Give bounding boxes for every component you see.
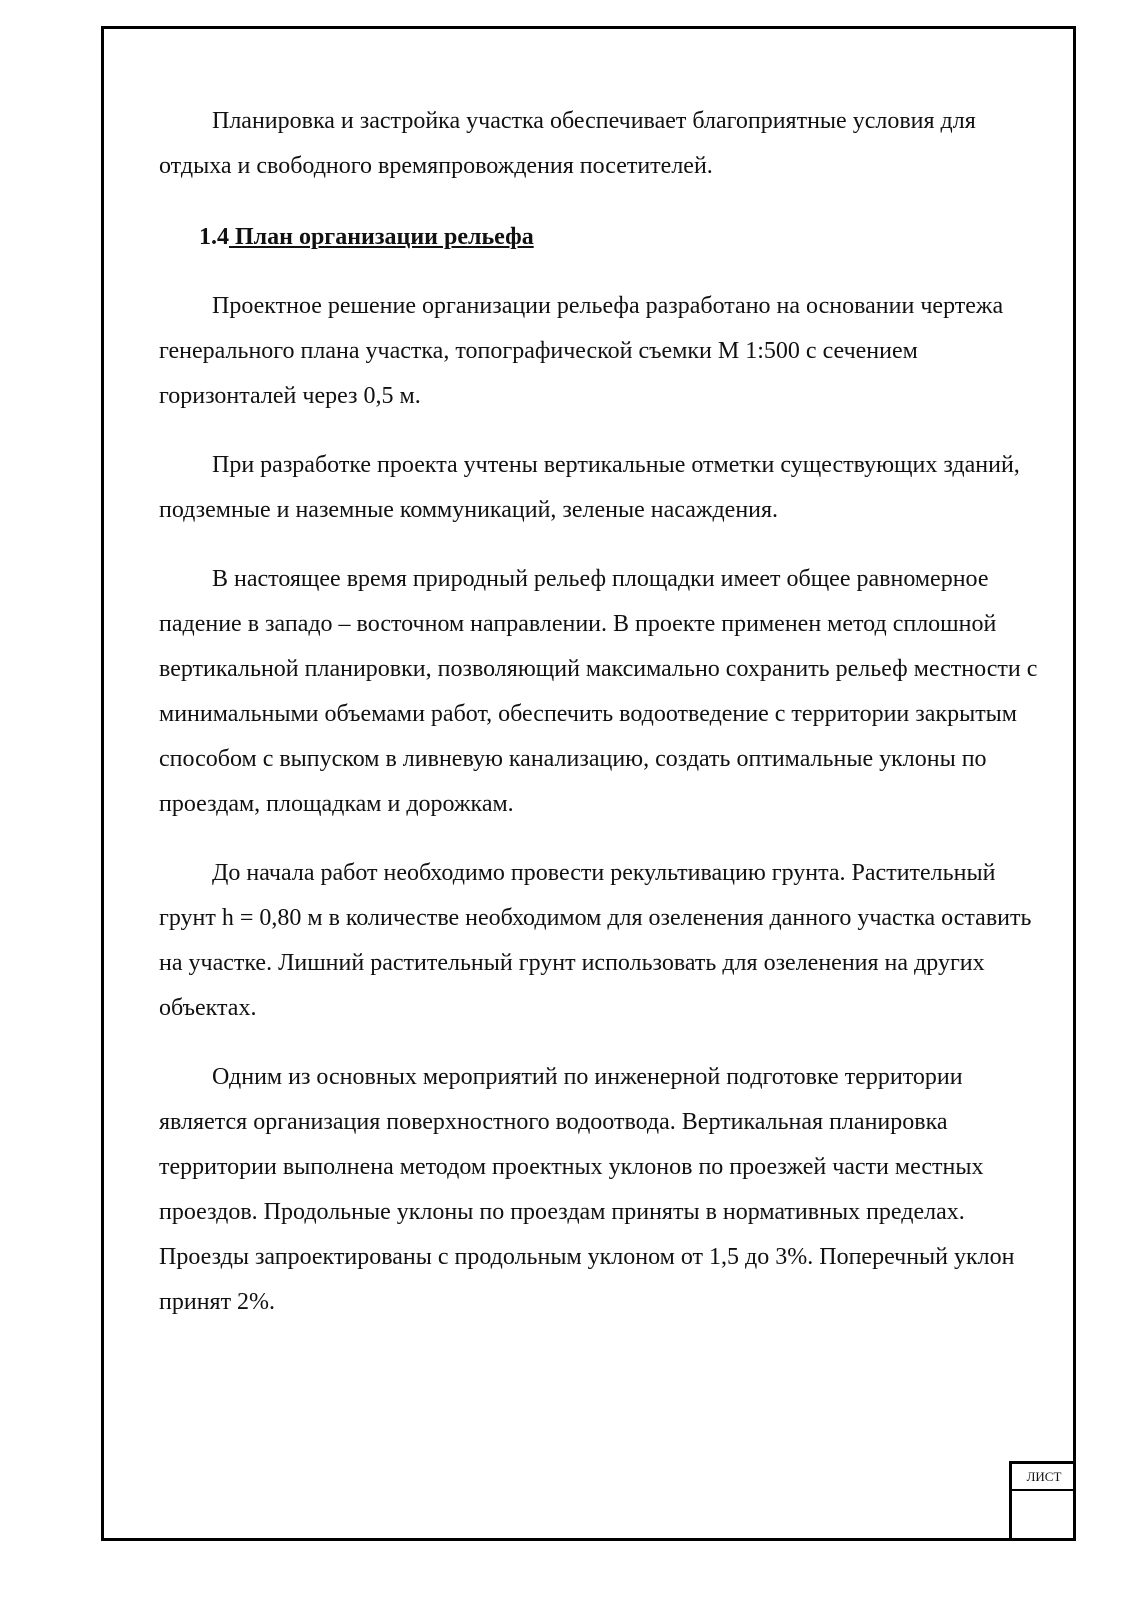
paragraph-design-solution: Проектное решение организации рельефа разработано на основании чертежа генерального плана участка, топографической съемки М 1:500 с сечением горизонталей через 0,5 м. <box>159 293 1004 409</box>
paragraph-vertical-marks: При разработке проекта учтены вертикальные отметки существующих зданий, подземные и наземные коммуникаций, зеленые насаждения. <box>159 452 1020 523</box>
section-heading <box>159 215 1039 260</box>
paragraph-natural-relief: В настоящее время природный рельеф площадки имеет общее равномерное падение в западо – восточном направлении. В проекте применен метод сплошной вертикальной планировки, позволяющий максимально сохранить рельеф местности с минимальными объемами работ, обеспечить водоотведение с территории закрытым способом с выпуском в ливневую канализацию, создать оптимальные уклоны по проездам, площадкам и дорожкам. <box>159 566 1038 817</box>
section-number: 1.4 <box>199 224 229 250</box>
paragraph-surface-drainage: Одним из основных мероприятий по инженерной подготовке территории является организация поверхностного водоотвода. Вертикальная планировка территории выполнена методом проектных уклонов по проезжей части местных проездов. Продольные уклоны по проездам приняты в нормативных пределах. Проезды запроектированы с продольным уклоном от 1,5 до 3%. Поперечный уклон принят 2%. <box>159 1064 1015 1315</box>
sheet-number-cell <box>1012 1491 1076 1541</box>
page-content <box>159 99 1039 1325</box>
paragraph-intro: Планировка и застройка участка обеспечивает благоприятные условия для отдыха и свободного времяпровождения посетителей. <box>159 108 976 179</box>
paragraph-soil-recultivation: До начала работ необходимо провести рекультивацию грунта. Растительный грунт h = 0,80 м в количестве необходимом для озеленения данного участка оставить на участке. Лишний растительный грунт использовать для озеленения на других объектах. <box>159 860 1032 1021</box>
section-title: План организации рельефа <box>229 224 534 250</box>
sheet-stamp <box>1009 1461 1076 1541</box>
sheet-label: ЛИСТ <box>1012 1464 1076 1491</box>
